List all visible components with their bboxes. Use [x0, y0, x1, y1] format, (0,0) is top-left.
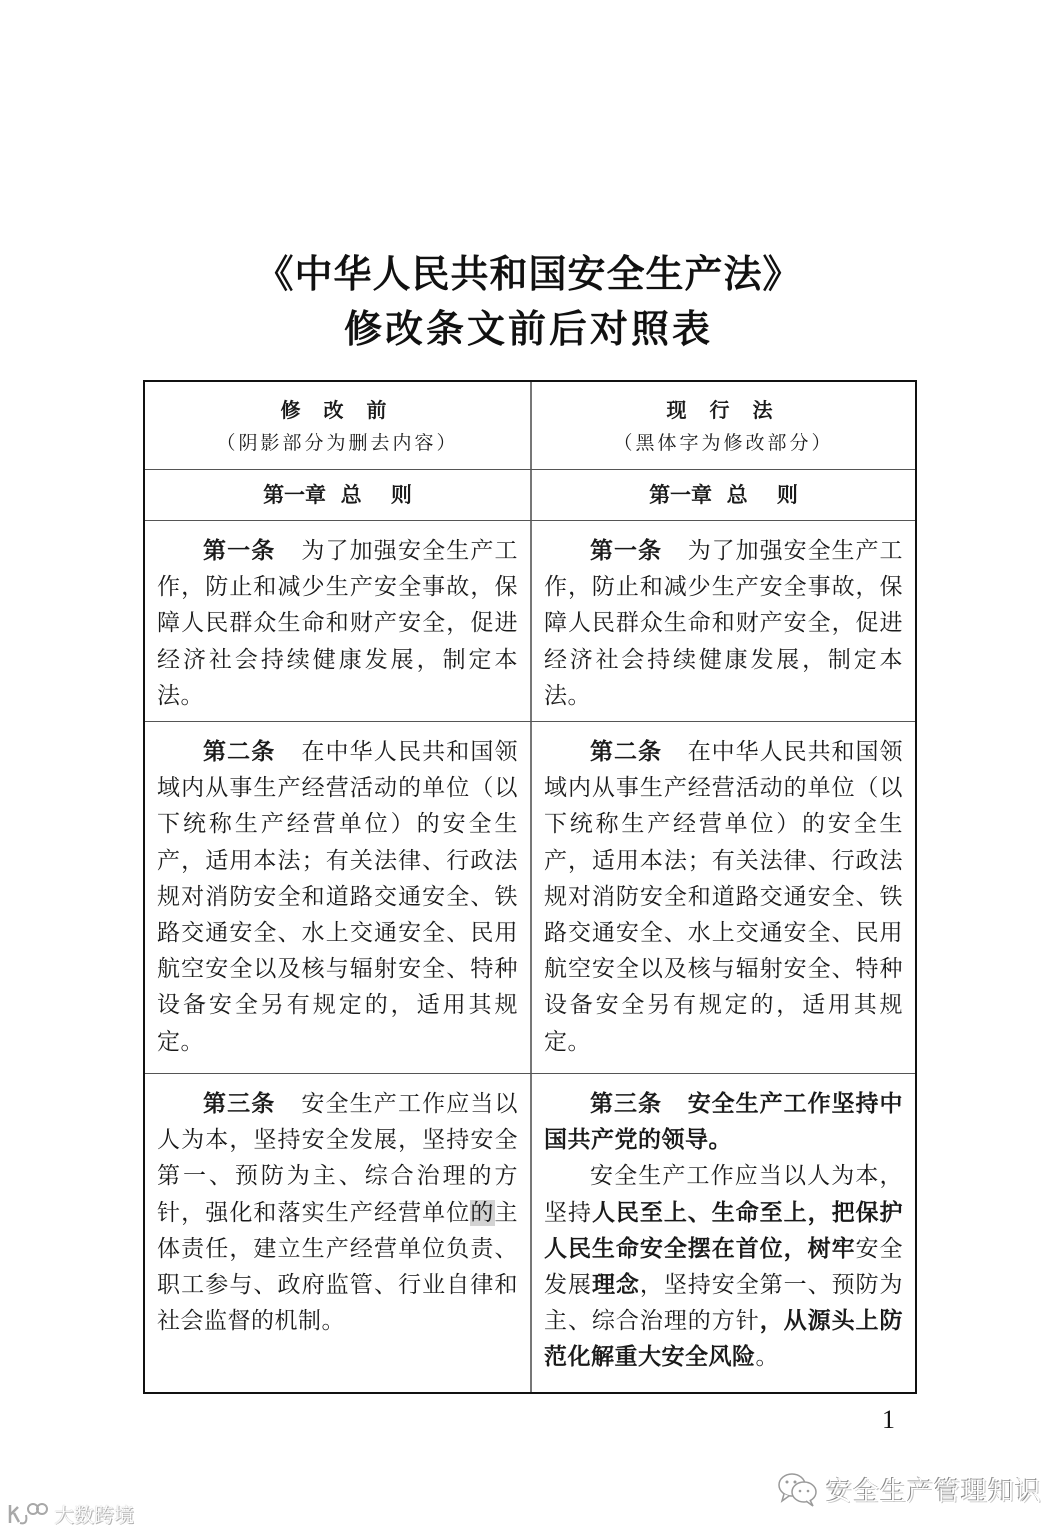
header-before-title: 修 改 前: [280, 398, 395, 422]
article-text: 安全生产工作应当以人为本，坚持: [544, 1163, 903, 1226]
article-number: 第一条: [590, 538, 662, 564]
article-number: 第三条: [590, 1091, 662, 1117]
header-after: [530, 382, 915, 469]
table-row: [145, 721, 915, 1073]
article-3-before: [145, 1074, 530, 1392]
article-number: 第一条: [203, 538, 276, 564]
article-3-after: [530, 1074, 915, 1392]
logo-icon: [6, 1501, 48, 1527]
header-after-subtitle: （黑体字为修改部分）: [613, 432, 834, 454]
amended-text: ，从源头上防范化解重大安全风险: [544, 1308, 904, 1371]
article-number: 第三条: [203, 1091, 276, 1117]
article-2-before: [145, 722, 530, 1073]
chapter-row: [145, 469, 915, 520]
watermark-account: [776, 1470, 1042, 1508]
table-row: [145, 1073, 915, 1392]
article-text: ，坚持安全第一、预防为主、综合治理的方针: [544, 1272, 904, 1335]
article-text: 在中华人民共和国领域内从事生产经营活动的单位（以下统称生产经营单位）的安全生产，适用本法；有关法律、行政法规对消防安全和道路交通安全、铁路交通安全、水上交通安全、民用航空安全以及核与辐射安全、特种设备安全另有规定的，适用其规定。: [157, 739, 519, 1055]
article-1-before: [145, 521, 530, 721]
watermark-account-name: 安全生产管理知识: [826, 1476, 1043, 1507]
amended-text: 理念: [591, 1272, 640, 1299]
table-row: [145, 520, 915, 721]
amended-text: 安全生产工作坚持中国共产党的领导。: [544, 1091, 904, 1154]
watermark-brand: [6, 1499, 134, 1528]
article-text: 为了加强安全生产工作，防止和减少生产安全事故，保障人民群众生命和财产安全，促进经济社会持续健康发展，制定本法。: [544, 538, 904, 709]
chapter-before: 第一章 总 则: [263, 483, 412, 507]
article-text: 安全发展: [544, 1235, 904, 1299]
article-1-after: [530, 521, 915, 721]
article-number: 第二条: [590, 739, 662, 765]
document-title-line1: 《中华人民共和国安全生产法》: [255, 251, 802, 296]
header-after-title: 现 行 法: [666, 398, 781, 422]
article-text: 主体责任，建立生产经营单位负责、职工参与、政府监管、行业自律和社会监督的机制。: [157, 1199, 519, 1335]
article-text: 为了加强安全生产工作，防止和减少生产安全事故，保障人民群众生命和财产安全，促进经济社会持续健康发展，制定本法。: [157, 538, 519, 709]
chapter-after: 第一章 总 则: [530, 470, 915, 520]
article-text: 。: [755, 1344, 779, 1371]
wechat-icon: [776, 1470, 820, 1508]
header-before-subtitle: （阴影部分为删去内容）: [216, 432, 459, 454]
article-number: 第二条: [203, 739, 276, 765]
page-number: 1: [882, 1405, 895, 1434]
article-2-after: [530, 722, 915, 1073]
document-title-line2: 修改条文前后对照表: [343, 306, 713, 351]
watermark-brand-name: 大数跨境: [54, 1503, 134, 1527]
article-text: 在中华人民共和国领域内从事生产经营活动的单位（以下统称生产经营单位）的安全生产，适用本法；有关法律、行政法规对消防安全和道路交通安全、铁路交通安全、水上交通安全、民用航空安全以及核与辐射安全、特种设备安全另有规定的，适用其规定。: [544, 739, 904, 1055]
table-header-row: [145, 382, 915, 469]
deleted-text-highlight: 的: [470, 1199, 495, 1226]
amended-text: 人民至上、生命至上，把保护人民生命安全摆在首位，树牢: [544, 1199, 904, 1262]
comparison-table: [143, 380, 917, 1394]
article-text: 安全生产工作应当以人为本，坚持安全发展，坚持安全第一、预防为主、综合治理的方针，强化和落实生产经营单位: [157, 1091, 519, 1226]
header-before: [145, 382, 530, 469]
